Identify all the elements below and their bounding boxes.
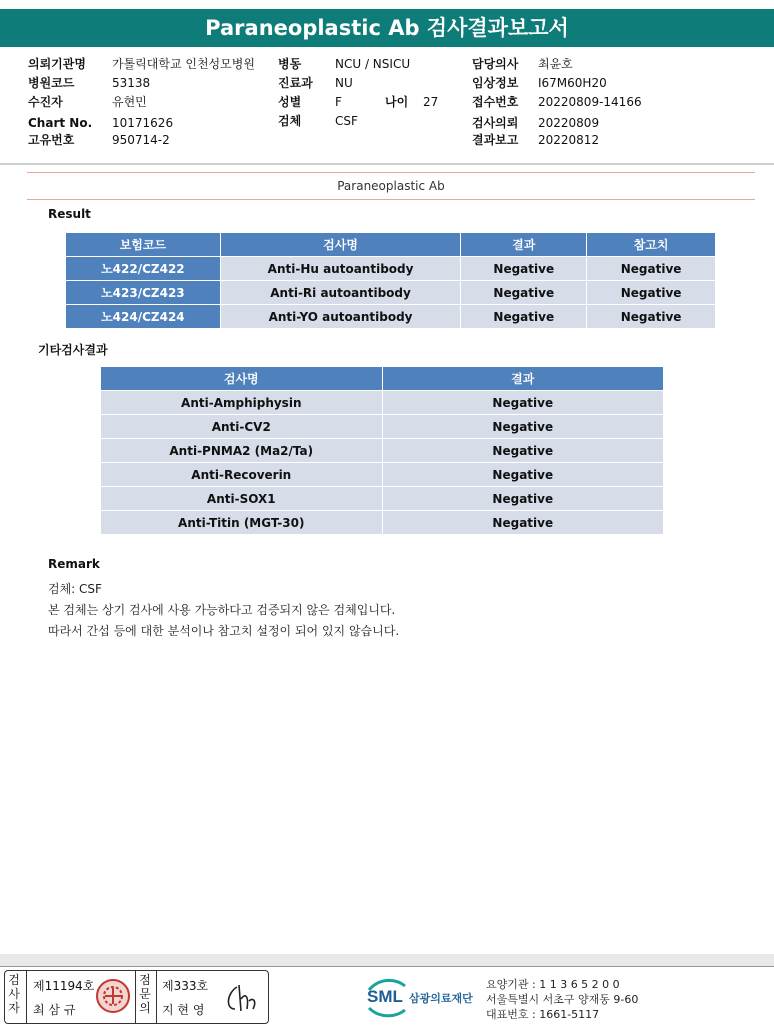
header-reference: 참고치 xyxy=(587,233,716,257)
info-value-patient: 유현민 xyxy=(112,95,147,109)
info-value-doctor: 최윤호 xyxy=(538,57,573,71)
cell-code: 노422/CZ422 xyxy=(66,257,221,281)
examiner-seal xyxy=(95,977,131,1015)
checker-name: 지 현 영 xyxy=(162,1003,205,1017)
org-name: 삼광의료재단 xyxy=(409,992,473,1005)
cell-test: Anti-SOX1 xyxy=(101,487,383,511)
info-label-department: 진료과 xyxy=(278,76,313,90)
footer-band xyxy=(0,954,774,966)
cell-test: Anti-Ri autoantibody xyxy=(220,281,461,305)
info-value-hospital-code: 53138 xyxy=(112,76,151,90)
info-value-department: NU xyxy=(335,76,353,90)
cell-result: Negative xyxy=(382,463,663,487)
cell-test: Anti-Recoverin xyxy=(101,463,383,487)
sml-logo xyxy=(365,976,479,1022)
table-row xyxy=(101,463,664,487)
cell-result: Negative xyxy=(461,305,587,329)
cell-result: Negative xyxy=(461,257,587,281)
checker-license: 제333호 xyxy=(162,979,209,993)
cell-test: Anti-YO autoantibody xyxy=(220,305,461,329)
table-row xyxy=(101,391,664,415)
info-value-institution: 가톨릭대학교 인천성모병원 xyxy=(112,57,255,71)
cell-reference: Negative xyxy=(587,305,716,329)
cell-reference: Negative xyxy=(587,257,716,281)
table-row xyxy=(101,511,664,535)
info-label-chart-no: Chart No. xyxy=(28,116,93,130)
info-label-specimen: 검체 xyxy=(278,114,302,128)
table-row xyxy=(101,415,664,439)
table-row xyxy=(66,257,716,281)
header-test-name: 검사명 xyxy=(101,367,383,391)
cell-result: Negative xyxy=(382,391,663,415)
cell-result: Negative xyxy=(382,511,663,535)
info-label-hospital-code: 병원코드 xyxy=(28,76,75,90)
org-phone: 대표번호 : 1661-5117 xyxy=(486,1008,600,1021)
report-title: Paraneoplastic Ab 검사결과보고서 xyxy=(0,9,774,47)
remark-line-validation: 본 검체는 상기 검사에 사용 가능하다고 검증되지 않은 검체입니다. xyxy=(48,603,396,617)
info-value-chart-no: 10171626 xyxy=(112,116,174,130)
info-value-ward: NCU / NSICU xyxy=(335,57,411,71)
table-row xyxy=(101,439,664,463)
other-header-row xyxy=(101,367,664,391)
info-label-age: 나이 xyxy=(385,95,409,109)
table-row xyxy=(66,305,716,329)
section-bottom-rule xyxy=(27,199,755,200)
sml-logo-text: SML xyxy=(367,987,403,1006)
info-label-patient: 수진자 xyxy=(28,95,63,109)
examiner-label: 검사자 xyxy=(8,973,20,1015)
header-insurance-code: 보험코드 xyxy=(66,233,221,257)
org-info xyxy=(486,977,638,1022)
info-label-sex: 성별 xyxy=(278,95,302,109)
cell-reference: Negative xyxy=(587,281,716,305)
info-value-receipt-no: 20220809-14166 xyxy=(538,95,642,109)
cell-result: Negative xyxy=(382,415,663,439)
info-label-receipt-no: 접수번호 xyxy=(472,95,519,109)
info-value-age: 27 xyxy=(423,95,439,109)
cell-result: Negative xyxy=(461,281,587,305)
section-caption: Paraneoplastic Ab xyxy=(337,179,445,193)
cell-test: Anti-Titin (MGT-30) xyxy=(101,511,383,535)
footer-divider xyxy=(0,966,774,967)
result-header-row xyxy=(66,233,716,257)
info-label-unique-no: 고유번호 xyxy=(28,133,75,147)
remark-line-specimen: 검체: CSF xyxy=(48,582,102,596)
other-table xyxy=(100,366,664,535)
info-label-doctor: 담당의사 xyxy=(472,57,519,71)
info-value-report-date: 20220812 xyxy=(538,133,600,147)
info-value-unique-no: 950714-2 xyxy=(112,133,170,147)
cell-code: 노423/CZ423 xyxy=(66,281,221,305)
info-value-specimen: CSF xyxy=(335,114,358,128)
signature-divider xyxy=(135,971,136,1023)
table-row xyxy=(66,281,716,305)
signature-divider xyxy=(26,971,27,1023)
checker-label: 점문의 xyxy=(139,973,151,1015)
remark-line-reference: 따라서 간섭 등에 대한 분석이나 참고치 설정이 되어 있지 않습니다. xyxy=(48,624,400,638)
org-institution-no: 요양기관 : 1 1 3 6 5 2 0 0 xyxy=(486,978,620,991)
top-margin xyxy=(0,0,774,9)
cell-code: 노424/CZ424 xyxy=(66,305,221,329)
cell-result: Negative xyxy=(382,487,663,511)
other-heading: 기타검사결과 xyxy=(38,343,108,357)
examiner-license: 제11194호 xyxy=(33,979,95,993)
cell-test: Anti-CV2 xyxy=(101,415,383,439)
cell-result: Negative xyxy=(382,439,663,463)
checker-signature xyxy=(223,979,263,1017)
examiner-name: 최 삼 규 xyxy=(33,1003,76,1017)
info-divider xyxy=(0,163,774,165)
signature-box xyxy=(4,970,269,1024)
info-label-report-date: 결과보고 xyxy=(472,133,519,147)
info-label-request-date: 검사의뢰 xyxy=(472,116,519,130)
cell-test: Anti-Amphiphysin xyxy=(101,391,383,415)
org-address: 서울특별시 서초구 양재동 9-60 xyxy=(486,993,639,1006)
header-result: 결과 xyxy=(382,367,663,391)
header-test-name: 검사명 xyxy=(220,233,461,257)
section-top-rule xyxy=(27,172,755,173)
cell-test: Anti-Hu autoantibody xyxy=(220,257,461,281)
info-label-ward: 병동 xyxy=(278,57,302,71)
info-label-institution: 의뢰기관명 xyxy=(28,57,86,71)
signature-divider xyxy=(156,971,157,1023)
cell-test: Anti-PNMA2 (Ma2/Ta) xyxy=(101,439,383,463)
info-value-sex: F xyxy=(335,95,342,109)
remark-heading: Remark xyxy=(48,557,100,571)
info-value-request-date: 20220809 xyxy=(538,116,600,130)
info-value-clinical-info: I67M60H20 xyxy=(538,76,607,90)
table-row xyxy=(101,487,664,511)
header-result: 결과 xyxy=(461,233,587,257)
info-label-clinical-info: 임상정보 xyxy=(472,76,519,90)
result-heading: Result xyxy=(48,207,91,221)
result-table xyxy=(65,232,716,329)
